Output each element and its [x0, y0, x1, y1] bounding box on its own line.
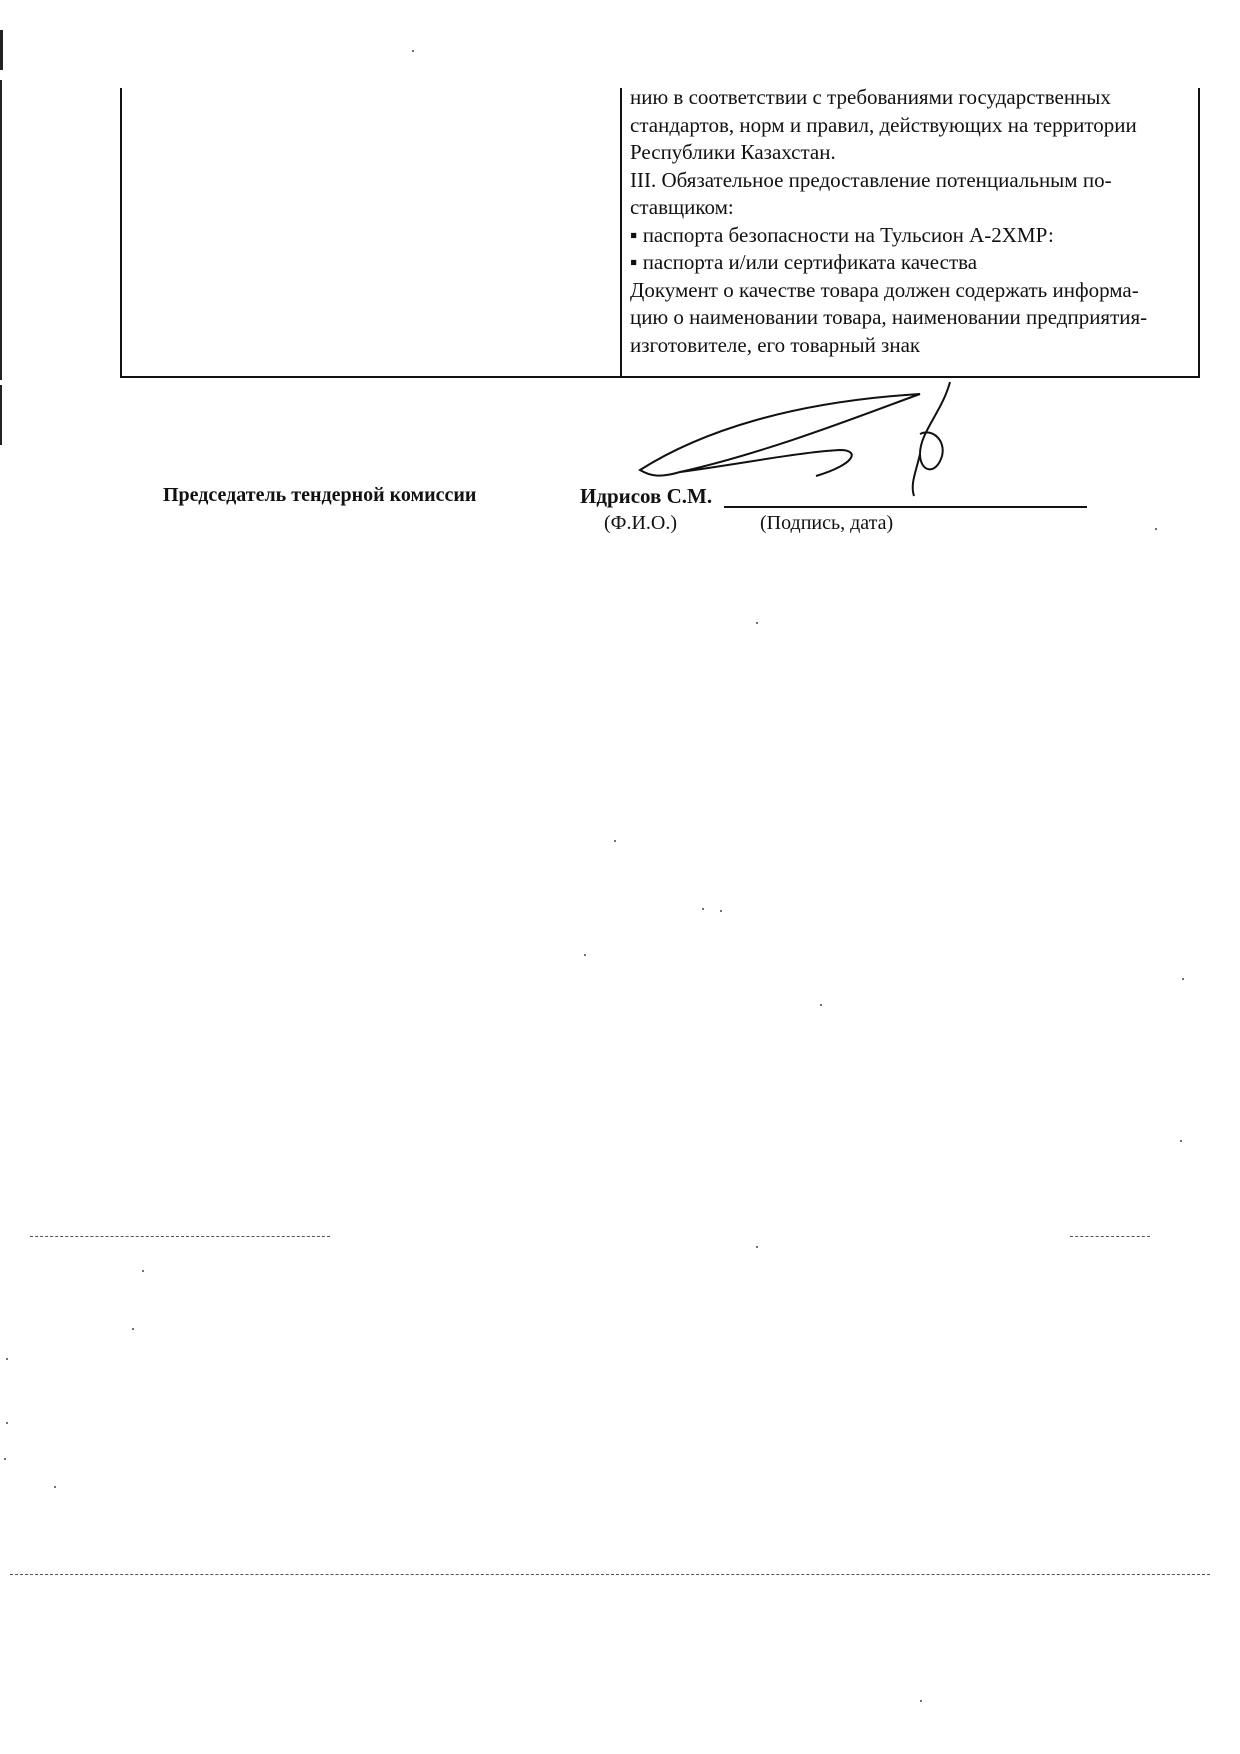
- scan-speck: [412, 50, 414, 52]
- cell-line: Документ о качестве товара должен содержать информа-: [630, 277, 1139, 302]
- table-column-divider: [620, 88, 622, 378]
- scan-speck: [142, 1270, 144, 1272]
- scan-speck: [1180, 1140, 1182, 1142]
- cell-line: ▪ паспорта безопасности на Тульсион А-2ХМР:: [630, 222, 1054, 247]
- caption-fio: (Ф.И.О.): [604, 512, 678, 534]
- cell-line: изготовителе, его товарный знак: [630, 332, 921, 357]
- signature-line: [724, 506, 1087, 508]
- requirements-cell-text: [630, 84, 1190, 359]
- scan-noise-dashes: [1070, 1236, 1150, 1237]
- scan-speck: [6, 1358, 8, 1360]
- scan-speck: [702, 908, 704, 910]
- scan-speck: [6, 1422, 8, 1424]
- cell-line: III. Обязательное предоставление потенциальным по-: [630, 167, 1112, 192]
- scan-speck: [1155, 528, 1157, 530]
- scan-speck: [1182, 978, 1184, 980]
- cell-line: ▪ паспорта и/или сертификата качества: [630, 250, 978, 274]
- cell-line: цию о наименовании товара, наименовании предприятия-: [630, 305, 1148, 329]
- scan-speck: [920, 1700, 922, 1702]
- scan-speck: [54, 1486, 56, 1488]
- handwritten-signature: [620, 372, 960, 502]
- scan-speck: [820, 1004, 822, 1006]
- cell-line: ставщиком:: [630, 195, 734, 219]
- cell-line: Республики Казахстан.: [630, 140, 836, 164]
- scan-noise-dashes: [10, 1574, 1210, 1575]
- signatory-name: Идрисов С.М.: [580, 484, 713, 508]
- scan-speck: [720, 910, 722, 912]
- cell-line: нию в соответствии с требованиями государственных: [630, 85, 1111, 109]
- scan-edge-mark: [0, 80, 2, 380]
- scan-edge-mark: [0, 385, 2, 445]
- signatory-role: Председатель тендерной комиссии: [163, 484, 477, 506]
- scan-speck: [614, 840, 616, 842]
- scan-speck: [584, 954, 586, 956]
- scan-noise-dashes: [30, 1236, 330, 1237]
- scan-speck: [756, 622, 758, 624]
- scan-speck: [756, 1246, 758, 1248]
- cell-line: стандартов, норм и правил, действующих на территории: [630, 112, 1137, 137]
- scan-speck: [132, 1328, 134, 1330]
- caption-signature-date: (Подпись, дата): [760, 512, 894, 534]
- scan-edge-mark: [0, 30, 3, 70]
- scan-speck: [4, 1458, 6, 1460]
- table-left-border: [120, 88, 122, 378]
- table-right-border: [1198, 88, 1200, 378]
